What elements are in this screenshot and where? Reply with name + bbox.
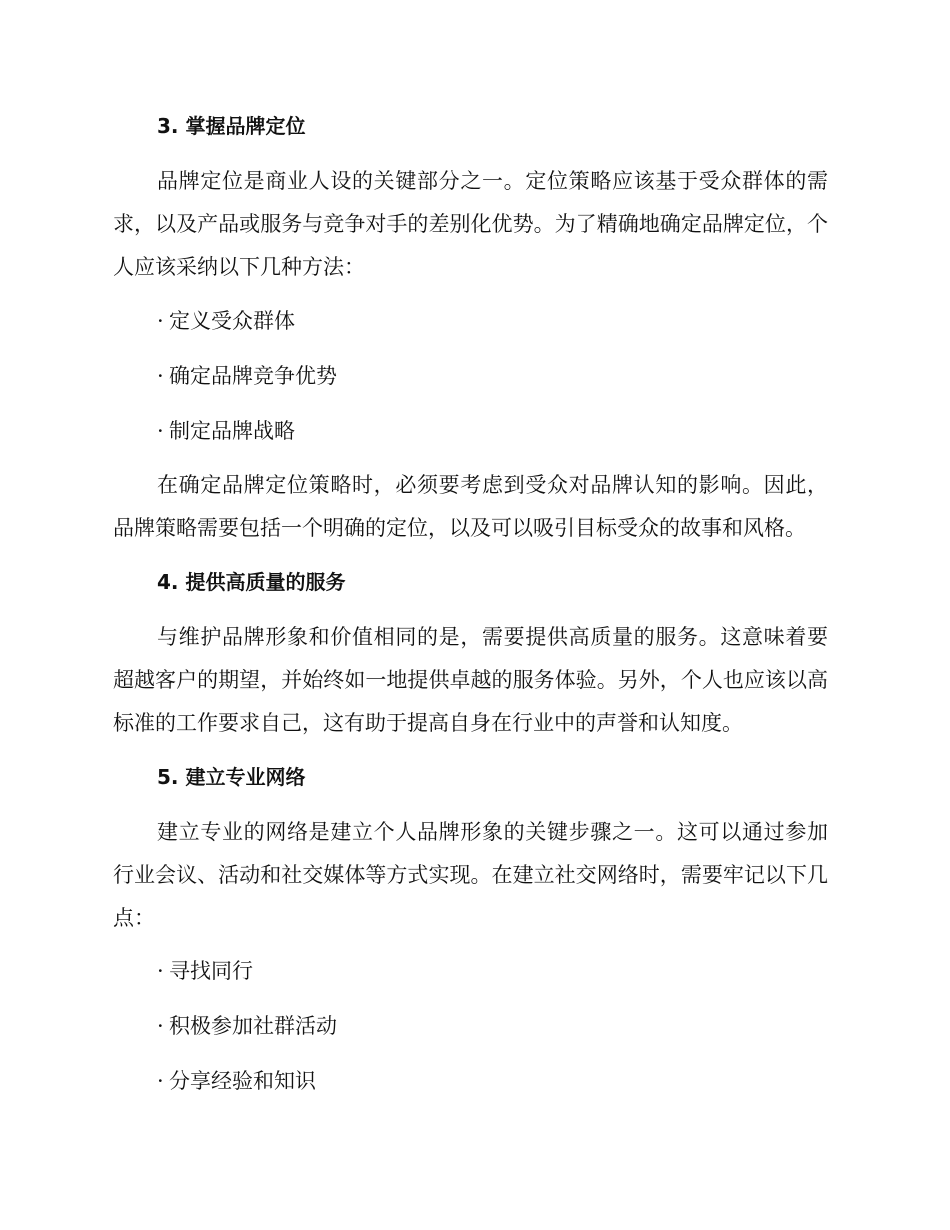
bullet-icon: · [157,364,164,388]
list-item [157,1066,316,1096]
list-item [157,361,337,391]
bullet-icon: · [157,309,164,333]
list-item-text: 制定品牌战略 [169,419,295,443]
section-3-intro: 品牌定位是商业人设的关键部分之一。定位策略应该基于受众群体的需求，以及产品或服务与竞争对手的差别化优势。为了精确地确定品牌定位，个人应该采纳以下几种方法： [113,169,828,279]
bullet-icon: · [157,1069,164,1093]
list-item [157,956,253,986]
section-3-closing: 在确定品牌定位策略时，必须要考虑到受众对品牌认知的影响。因此，品牌策略需要包括一个明确的定位，以及可以吸引目标受众的故事和风格。 [113,473,828,540]
list-item-text: 积极参加社群活动 [169,1014,337,1038]
bullet-icon: · [157,419,164,443]
list-item-text: 分享经验和知识 [169,1069,316,1093]
section-4-body: 与维护品牌形象和价值相同的是，需要提供高质量的服务。这意味着要超越客户的期望，并始终如一地提供卓越的服务体验。另外，个人也应该以高标准的工作要求自己，这有助于提高自身在行业中的声誉和认知度。 [113,625,828,735]
list-item-text: 寻找同行 [169,959,253,983]
list-item-text: 定义受众群体 [169,309,295,333]
section-3-heading: 3. 掌握品牌定位 [157,114,306,138]
bullet-icon: · [157,1014,164,1038]
section-5-heading: 5. 建立专业网络 [157,765,306,789]
section-5-intro: 建立专业的网络是建立个人品牌形象的关键步骤之一。这可以通过参加行业会议、活动和社交媒体等方式实现。在建立社交网络时，需要牢记以下几点： [113,820,828,930]
list-item [157,1011,337,1041]
list-item [157,306,295,336]
list-item-text: 确定品牌竞争优势 [169,364,337,388]
section-4-heading: 4. 提供高质量的服务 [157,570,346,594]
bullet-icon: · [157,959,164,983]
list-item [157,416,295,446]
